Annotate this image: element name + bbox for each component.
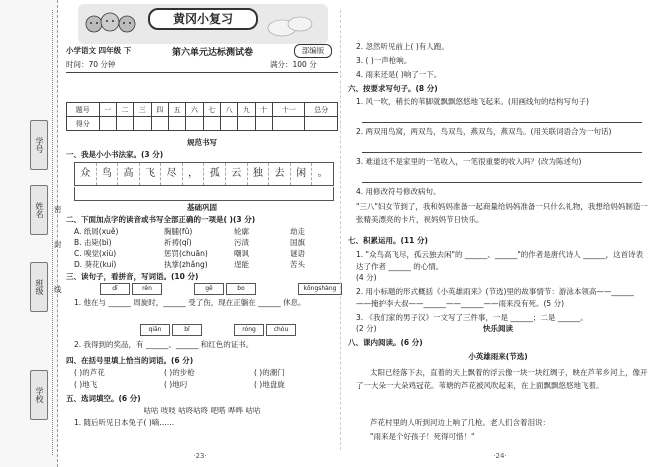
q4-blank[interactable]: ( )地叼 [164, 380, 188, 389]
passage-paragraph-2: 芦花村里的人听到河边上响了几枪。老人们含着泪说： [370, 418, 550, 427]
section-writing: 规范书写 [187, 138, 217, 147]
score-table-header-row [67, 103, 338, 117]
score-cell: 四 [151, 103, 168, 117]
q5-sentence-3: 3. ( )一声枪响。 [356, 56, 412, 65]
q2-cell: 国旗 [290, 238, 305, 247]
question-3: 三、读句子，看拼音，写词语。(10 分) [66, 272, 199, 281]
edition-badge: 部编版 [294, 44, 332, 58]
q5-sentence-1: 1. 随后听见日本兔子( )嘀…… [74, 418, 175, 427]
calligraphy-char: 。 [317, 168, 328, 179]
question-6: 六、按要求写句子。(8 分) [348, 84, 438, 93]
pinyin-box[interactable]: rěn [132, 283, 162, 295]
cloud-icon [262, 10, 322, 40]
q2-cell: 祈祷(qǐ) [164, 238, 192, 247]
calligraphy-char: 孤 [204, 163, 226, 185]
passage-title: 小英雄雨来(节选) [468, 352, 528, 361]
score-blank[interactable] [134, 117, 151, 131]
score-blank[interactable] [168, 117, 185, 131]
question-5: 五、选词填空。(6 分) [66, 394, 141, 403]
q2-cell: 污渍 [234, 238, 249, 247]
q2-cell: 逞能 [234, 260, 249, 269]
score-blank[interactable] [255, 117, 272, 131]
q4-blank[interactable]: ( )的芦花 [74, 368, 105, 377]
score-blank[interactable] [305, 117, 338, 131]
q2-cell: D. 葵花(kuí) [74, 260, 117, 269]
q6-sentence-2: 2. 两双用鸟窝，两双鸟，鸟双鸟，燕双鸟，燕双鸟。(用关联词语合为一句话) [356, 127, 612, 136]
calligraphy-char: 闲 [291, 163, 313, 185]
q6-sentence-1: 1. 风一吹，稍长的苇脚就飘飘悠悠地飞起来。(用画线句的结构写句子) [356, 97, 589, 106]
q5-sentence-4: 4. 雨来还是( )响了一下。 [356, 70, 442, 79]
header-rule [66, 72, 338, 73]
q3-pinyin-row-1 [100, 283, 342, 295]
calligraphy-char: 去 [269, 163, 291, 185]
score-cell: 九 [238, 103, 255, 117]
score-cell: 总分 [305, 103, 338, 117]
score-blank[interactable] [186, 117, 203, 131]
score-blank[interactable] [151, 117, 168, 131]
pinyin-box[interactable]: dī [100, 283, 130, 295]
q2-option-row[interactable] [74, 249, 338, 260]
calligraphy-char: 飞 [140, 163, 162, 185]
question-2: 二、下面加点字的读音或书写全部正确的一项是( )(3 分) [66, 215, 256, 224]
q7-sentence-3: 3. 《我们家的男子汉》一文写了三件事，一是 ______；二是 ______。 [356, 313, 588, 322]
calligraphy-char: 鸟 [97, 163, 119, 185]
q3-sentence-2: 2. 我得到的奖品，有 ______、______ 和红色的证书。 [74, 340, 254, 349]
q2-cell: 嘲讽 [234, 249, 249, 258]
score-blank[interactable] [272, 117, 305, 131]
score-cell: 十 [255, 103, 272, 117]
pinyin-box[interactable]: chóu [266, 324, 296, 336]
exam-time: 时间：70 分钟 [66, 60, 116, 69]
unit-title: 第六单元达标测试卷 [172, 48, 254, 58]
score-cell: 一 [99, 103, 116, 117]
binding-label-school: 学校 [30, 370, 48, 420]
q2-cell: A. 纸屑(xuě) [74, 227, 119, 236]
q5-word-bank: 咕咕 吱吱 咕咚咕咚 吧嗒 哗哗 咕咕 [143, 406, 261, 415]
pinyin-box[interactable]: qiān [140, 324, 170, 336]
calligraphy-char: 云 [226, 163, 248, 185]
pinyin-box[interactable]: gē [194, 283, 224, 295]
question-4: 四、在括号里填上恰当的词语。(6 分) [66, 356, 194, 365]
pinyin-box[interactable]: bǐ [172, 324, 202, 336]
calligraphy-char: 尽 [161, 163, 183, 185]
score-blank[interactable] [99, 117, 116, 131]
pinyin-box[interactable]: róng [234, 324, 264, 336]
subject-grade: 小学语文 四年级 下 [66, 46, 132, 55]
score-row-label: 得分 [67, 117, 100, 131]
q2-cell: 执掌(zhǎng) [164, 260, 208, 269]
question-8: 八、课内阅读。(6 分) [348, 338, 423, 347]
q4-blank[interactable]: ( )地盘旋 [254, 380, 285, 389]
q4-grid [74, 368, 338, 392]
q7-sentence-1: 1. "众鸟高飞尽，孤云独去闲"的 ______、______"的作者是唐代诗人 ______，这首诗表达了作者 ______ 的心情。 [356, 250, 644, 271]
binding-label-name: 姓名 [30, 185, 48, 235]
score-cell: 六 [186, 103, 203, 117]
q7-sentence-2: 2. 用小标题的形式概括《小英雄雨来》(节选)里的故事情节：游泳本领高——______——掩护李大叔——______——______——雨来没有死。(5 分) [356, 287, 634, 308]
q5-sentence-2: 2. 忽然听见前上( )有人跑。 [356, 42, 449, 51]
q2-option-row[interactable] [74, 260, 338, 271]
q7-score-1: (4 分) [356, 273, 377, 282]
binding-marker-mi: 密 [54, 205, 62, 214]
score-cell: 八 [220, 103, 237, 117]
q2-cell: 轮廓 [234, 227, 249, 236]
binding-marker-xian: 线 [54, 285, 62, 294]
page-number-left: ·23· [193, 452, 207, 460]
q6-sentence-4: 4. 用修改符号修改病句。 [356, 187, 441, 196]
q4-blank[interactable]: ( )的潮门 [254, 368, 285, 377]
q2-cell: C. 嗅觉(xiù) [74, 249, 117, 258]
answer-line[interactable] [362, 182, 642, 183]
calligraphy-grid [74, 162, 334, 186]
score-table [66, 102, 338, 131]
score-cell: 三 [134, 103, 151, 117]
score-cell: 十一 [272, 103, 305, 117]
q4-blank[interactable]: ( )地飞 [74, 380, 98, 389]
score-table-score-row [67, 117, 338, 131]
q3-sentence-1: 1. 他在与 ______ 周旋时，______ 受了伤，现在正躺在 ______ 休息。 [74, 298, 306, 307]
binding-label-student-id: 学号 [30, 120, 48, 170]
binding-strip [0, 0, 58, 467]
q6-passage: "三八"妇女节到了，我和妈妈准备一起商量给妈妈准备一只什么礼物，我想给妈妈制造一张精美漂亮的卡片，祝妈妈节日快乐。 [356, 202, 648, 224]
score-cell: 七 [203, 103, 220, 117]
score-cell: 五 [168, 103, 185, 117]
score-cell: 题号 [67, 103, 100, 117]
brand-logo: 黄冈小复习 [148, 8, 258, 30]
calligraphy-char: ， [183, 163, 205, 185]
binding-label-class: 班级 [30, 262, 48, 312]
calligraphy-char: 独 [248, 163, 270, 185]
q2-option-row[interactable] [74, 227, 338, 238]
pinyin-box[interactable]: kōngshàng [298, 283, 342, 295]
score-blank[interactable] [238, 117, 255, 131]
passage-paragraph-3: "雨来是个好孩子！死得可惜！" [370, 432, 475, 441]
q4-blank[interactable]: ( )的步枪 [164, 368, 195, 377]
calligraphy-char: 高 [118, 163, 140, 185]
answer-line[interactable] [362, 122, 642, 123]
q2-cell: 谜语 [290, 249, 305, 258]
binding-marker-feng: 封 [54, 240, 62, 249]
page-divider [340, 10, 341, 450]
q7-score-3: (2 分) [356, 324, 377, 333]
q4-row [74, 380, 338, 392]
pinyin-box[interactable]: bo [226, 283, 256, 295]
answer-line[interactable] [362, 152, 642, 153]
score-blank[interactable] [116, 117, 133, 131]
q2-cell: 惩罚(chuān) [164, 249, 208, 258]
score-blank[interactable] [203, 117, 220, 131]
q6-sentence-3: 3. 难道这不是家里的一笔收入，一笔很重要的收入吗？(改为陈述句) [356, 157, 582, 166]
q2-option-row[interactable] [74, 238, 338, 249]
practice-grid[interactable] [74, 187, 334, 201]
section-happy-reading: 快乐阅读 [483, 324, 513, 333]
q2-options [74, 227, 338, 271]
question-1: 一、我是小小书法家。(3 分) [66, 150, 164, 159]
q3-pinyin-row-2 [140, 324, 296, 336]
calligraphy-char: 众 [75, 163, 97, 185]
section-basic: 基础巩固 [187, 203, 217, 212]
cartoon-kids-icon [84, 10, 144, 40]
q2-cell: 劫走 [290, 227, 305, 236]
q2-cell: B. 击毙(bì) [74, 238, 112, 247]
binding-dotted-line [52, 10, 53, 455]
score-cell: 二 [116, 103, 133, 117]
q4-row [74, 368, 338, 380]
question-7: 七、积累运用。(11 分) [348, 236, 428, 245]
full-score: 满分：100 分 [270, 60, 317, 69]
passage-paragraph-1: 太阳已经落下去，直着的天上飘着的浮云像一块一块红绸子，映在芦苇乡河上，像开了一大朵一大朵鸡冠花。苇塘的芦花被风吹起来，在上面飘飘悠悠地飞着。 [356, 368, 648, 390]
page-number-right: ·24· [493, 452, 507, 460]
score-blank[interactable] [220, 117, 237, 131]
q2-cell: 苦头 [290, 260, 305, 269]
q2-cell: 胸脯(fǔ) [164, 227, 193, 236]
